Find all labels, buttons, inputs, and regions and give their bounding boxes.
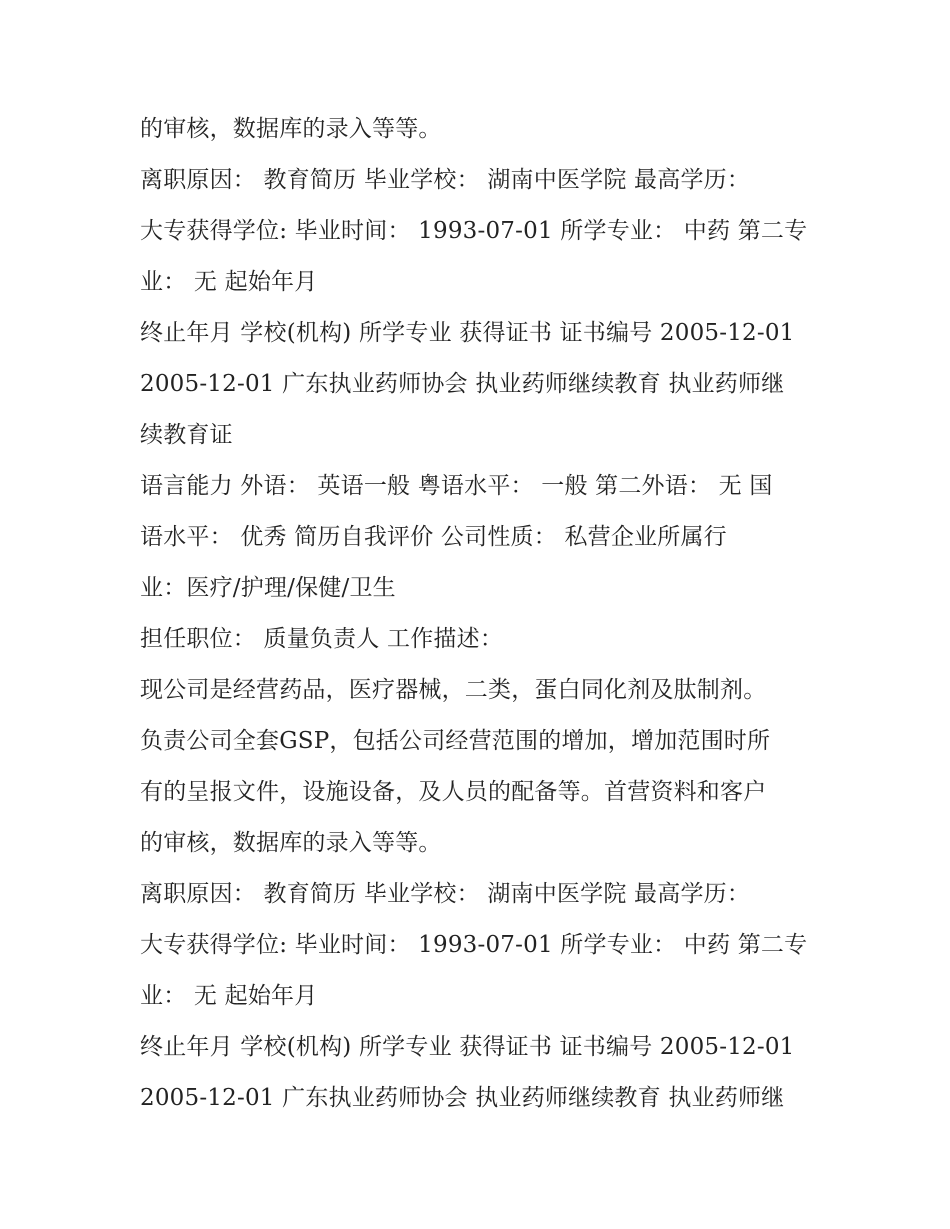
text-line: 大专获得学位: 毕业时间： 1993-07-01 所学专业： 中药 第二专 <box>140 932 808 958</box>
text-line: 离职原因： 教育简历 毕业学校： 湖南中医学院 最高学历： <box>140 167 751 193</box>
text-line: 业：医疗/护理/保健/卫生 <box>140 575 396 601</box>
text-line: 语言能力 外语： 英语一般 粤语水平： 一般 第二外语： 无 国 <box>140 473 773 499</box>
text-line: 终止年月 学校(机构) 所学专业 获得证书 证书编号 2005-12-01 <box>140 320 795 346</box>
text-line: 离职原因： 教育简历 毕业学校： 湖南中医学院 最高学历： <box>140 881 751 907</box>
text-line: 业： 无 起始年月 <box>140 269 318 295</box>
text-line: 的审核，数据库的录入等等。 <box>140 830 442 856</box>
text-line: 终止年月 学校(机构) 所学专业 获得证书 证书编号 2005-12-01 <box>140 1034 795 1060</box>
text-line: 业： 无 起始年月 <box>140 983 318 1009</box>
text-line: 续教育证 <box>140 422 233 448</box>
text-line: 2005-12-01 广东执业药师协会 执业药师继续教育 执业药师继 <box>140 371 785 397</box>
text-line: 2005-12-01 广东执业药师协会 执业药师继续教育 执业药师继 <box>140 1085 785 1111</box>
text-line: 现公司是经营药品，医疗器械，二类，蛋白同化剂及肽制剂。 <box>140 677 767 703</box>
text-line: 语水平： 优秀 简历自我评价 公司性质： 私营企业所属行 <box>140 524 727 550</box>
document-body <box>140 104 820 1124</box>
text-line: 担任职位： 质量负责人 工作描述： <box>140 626 504 652</box>
text-line: 有的呈报文件，设施设备，及人员的配备等。首营资料和客户 <box>140 779 767 805</box>
text-line: 大专获得学位: 毕业时间： 1993-07-01 所学专业： 中药 第二专 <box>140 218 808 244</box>
text-line: 负责公司全套GSP，包括公司经营范围的增加，增加范围时所 <box>140 728 771 754</box>
text-line: 的审核，数据库的录入等等。 <box>140 116 442 142</box>
